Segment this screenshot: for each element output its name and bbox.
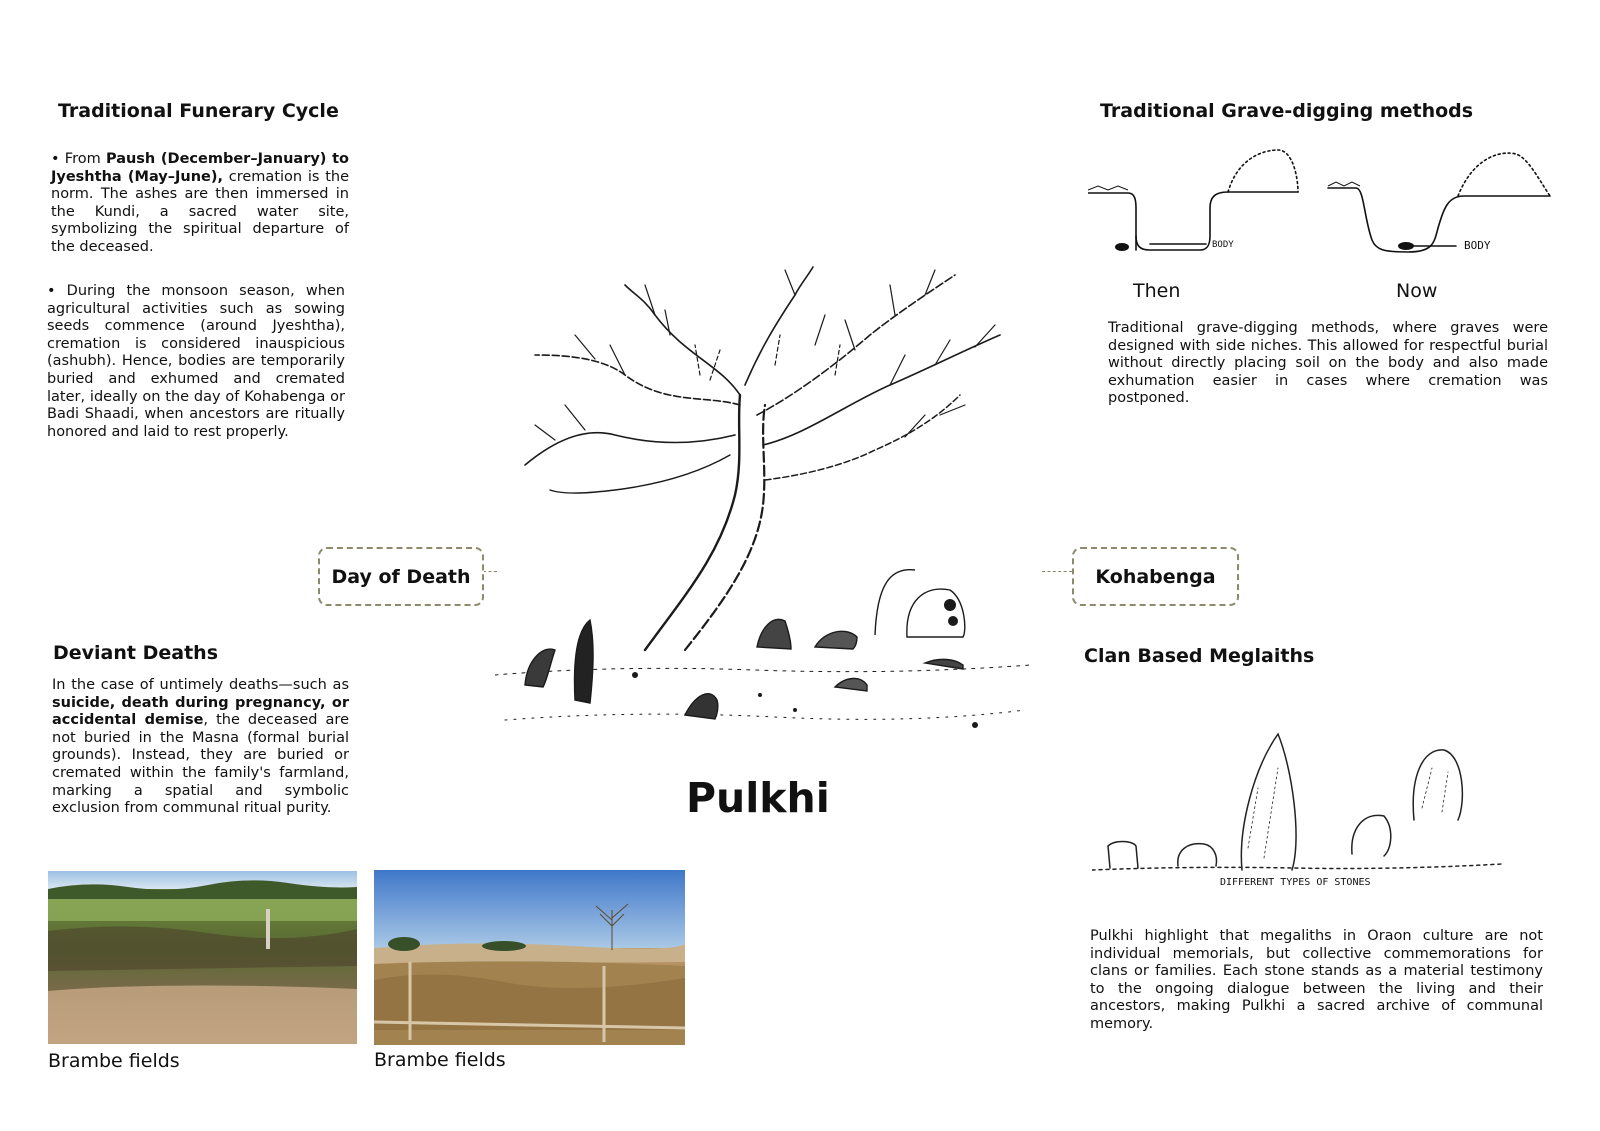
megaliths-sketch-label: DIFFERENT TYPES OF STONES [1220,877,1371,888]
now-label: Now [1396,280,1438,302]
funerary-cycle-paragraph-2: • During the monsoon season, when agricultural activities such as sowing seeds commence (around Jyeshtha), cremation is considered inauspicious (ashubh). Hence, bodies are temporarily buried and exhumed and cremated later, ideally on the day of Kohabenga or Badi Shaadi, when ancestors are ritually honored and laid to rest properly. [47,283,345,440]
deviant-deaths-paragraph [52,677,349,818]
p1-prefix: • From [51,151,106,167]
grave-digging-paragraph: Traditional grave-digging methods, where graves were designed with side niches. This allowed for respectful burial without directly placing soil on the body and also made exhumation easier in cases where cremation was postponed. [1108,320,1548,407]
tag-day-of-death: Day of Death [318,547,484,606]
connector-right [1042,571,1072,572]
now-body-label: BODY [1464,239,1491,252]
megaliths-paragraph: Pulkhi highlight that megaliths in Oraon culture are not individual memorials, but collective commemorations for clans or families. Each stone stands as a material testimony to the ongoing dialogue between the living and their ancestors, making Pulkhi a sacred archive of communal memory. [1090,928,1543,1032]
deviant-rest: , the deceased are not buried in the Masna (formal burial grounds). Instead, they are buried or cremated within the family's farmland, marking a spatial and symbolic exclusion from communal ritual purity. [52,712,349,817]
deviant-deaths-title: Deviant Deaths [53,642,218,664]
funerary-cycle-title: Traditional Funerary Cycle [58,100,339,122]
megaliths-sketch [1092,728,1502,888]
then-label: Then [1133,280,1181,302]
pulkhi-title: Pulkhi [686,774,830,822]
deviant-bold: suicide, death during pregnancy, or accidental demise [52,694,349,729]
brambe-field-photo-1 [48,871,357,1044]
grave-digging-title: Traditional Grave-digging methods [1100,100,1474,122]
funerary-cycle-paragraph-1 [51,151,349,257]
connector-left [483,571,497,572]
clan-megaliths-title: Clan Based Meglaiths [1084,645,1315,667]
brambe-field-caption-2: Brambe fields [374,1049,506,1071]
then-body-label: BODY [1212,240,1234,250]
grave-digging-sketch [1088,148,1558,268]
brambe-field-caption-1: Brambe fields [48,1050,180,1072]
pulkhi-tree-sketch [495,255,1030,775]
tag-kohabenga: Kohabenga [1072,547,1239,606]
p1-bold: Paush (December–January) to Jyeshtha (May–June), [51,151,349,185]
deviant-prefix: In the case of untimely deaths—such as [52,677,349,693]
p1-rest: cremation is the norm. The ashes are then immersed in the Kundi, a sacred water site, symbolizing the spiritual departure of the deceased. [51,168,350,255]
brambe-field-photo-2 [374,870,685,1045]
